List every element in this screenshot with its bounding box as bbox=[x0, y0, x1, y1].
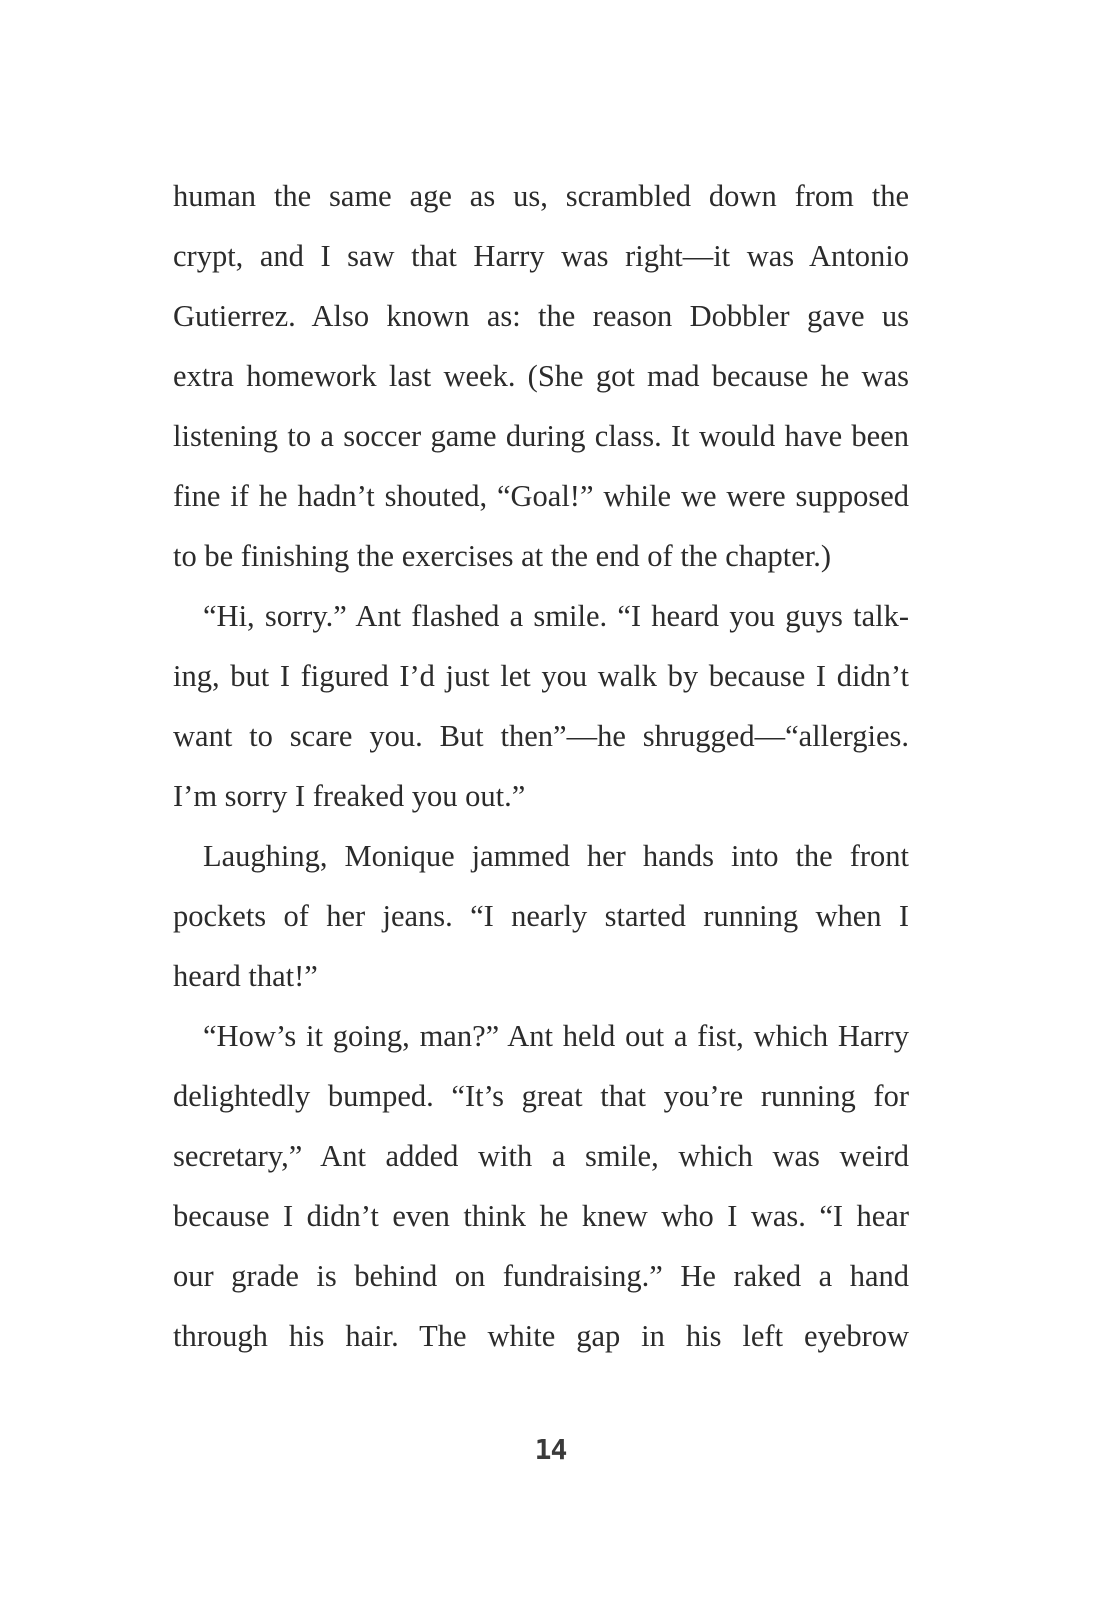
text-line: Gutierrez. Also known as: the reason Dobbler gave us bbox=[173, 299, 909, 333]
text-line: listening to a soccer game during class. It would have been bbox=[173, 419, 909, 453]
body-text bbox=[173, 166, 909, 1366]
text-line: ing, but I figured I’d just let you walk by because I didn’t bbox=[173, 659, 909, 693]
text-line: pockets of her jeans. “I nearly started running when I bbox=[173, 899, 909, 933]
text-line: fine if he hadn’t shouted, “Goal!” while we were supposed bbox=[173, 479, 909, 513]
text-line: “How’s it going, man?” Ant held out a fist, which Harry bbox=[203, 1019, 909, 1053]
text-line: delightedly bumped. “It’s great that you’re running for bbox=[173, 1079, 909, 1113]
text-line: Laughing, Monique jammed her hands into the front bbox=[203, 839, 909, 873]
text-line: our grade is behind on fundraising.” He raked a hand bbox=[173, 1259, 909, 1293]
text-line: through his hair. The white gap in his left eyebrow bbox=[173, 1319, 909, 1353]
text-line: to be finishing the exercises at the end of the chapter.) bbox=[173, 539, 832, 573]
text-line: secretary,” Ant added with a smile, which was weird bbox=[173, 1139, 909, 1173]
page-number: 14 bbox=[534, 1433, 567, 1466]
text-line: I’m sorry I freaked you out.” bbox=[173, 779, 526, 813]
text-line: because I didn’t even think he knew who I was. “I hear bbox=[173, 1199, 909, 1233]
text-line: extra homework last week. (She got mad because he was bbox=[173, 359, 909, 393]
text-line: heard that!” bbox=[173, 959, 318, 993]
text-line: “Hi, sorry.” Ant flashed a smile. “I heard you guys talk- bbox=[203, 599, 909, 633]
text-line: human the same age as us, scrambled down from the bbox=[173, 179, 909, 213]
text-line: want to scare you. But then”—he shrugged—“allergies. bbox=[173, 719, 909, 753]
text-line: crypt, and I saw that Harry was right—it was Antonio bbox=[173, 239, 909, 273]
